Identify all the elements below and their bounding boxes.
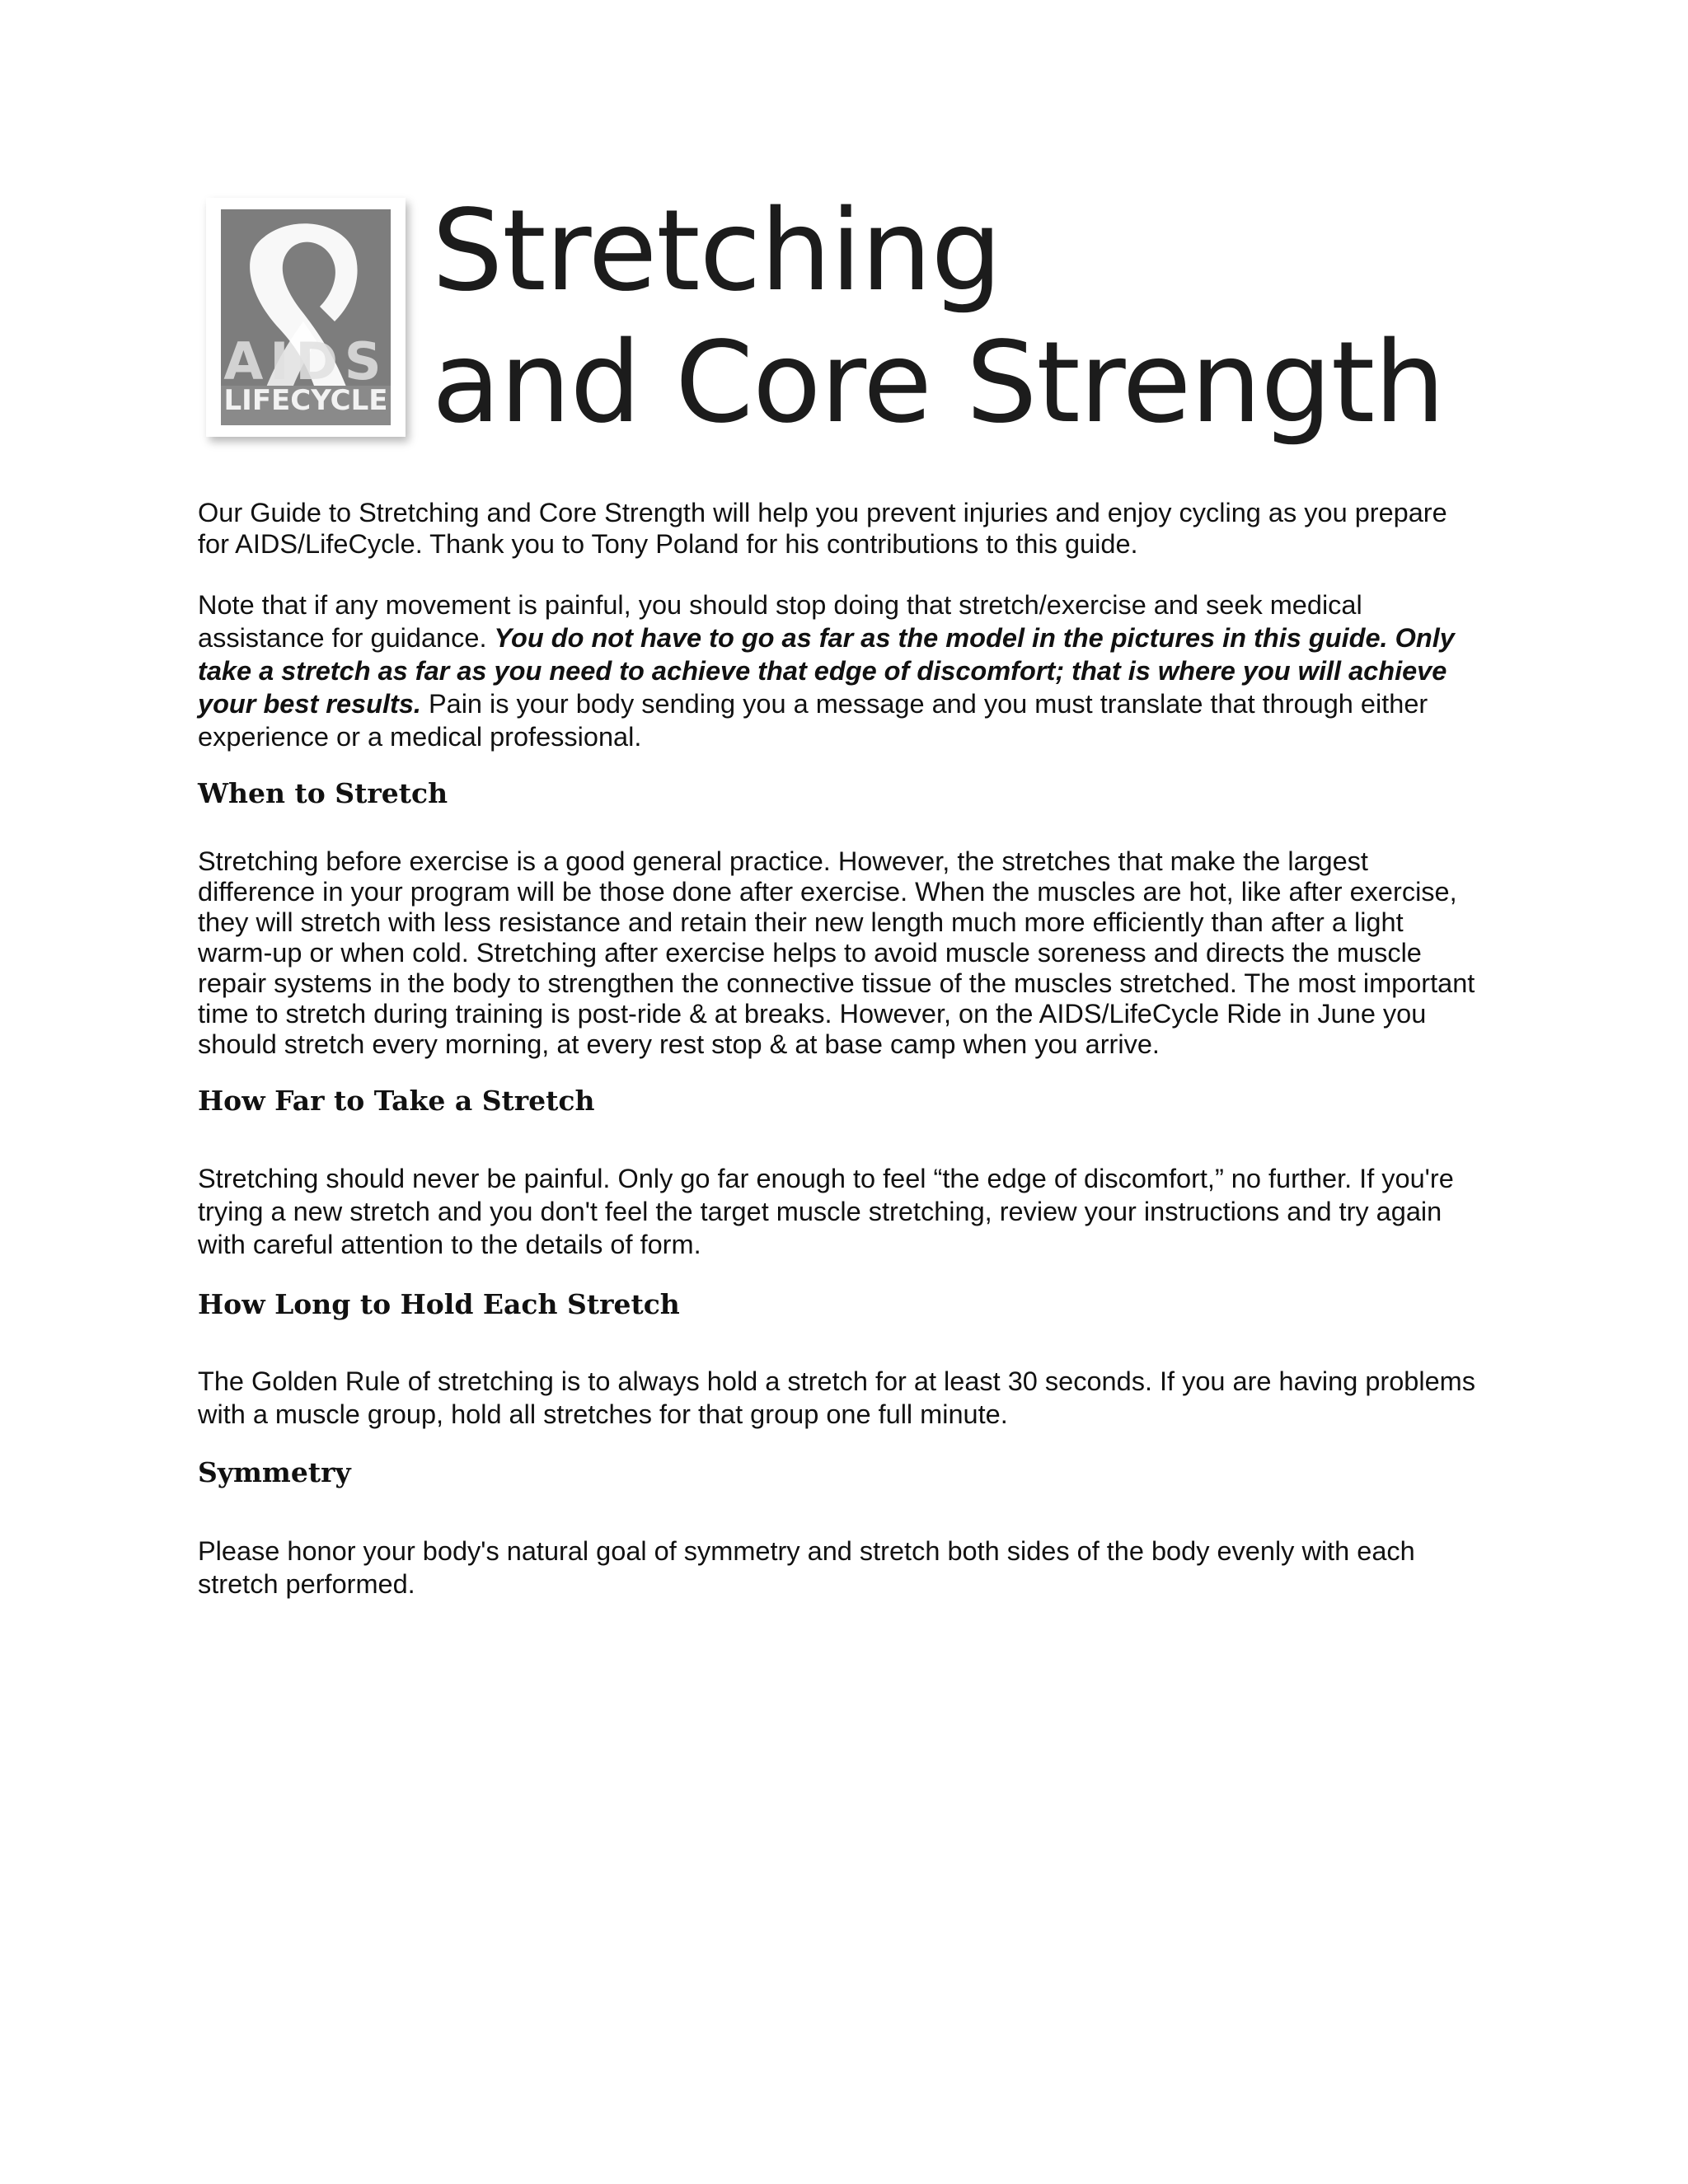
symmetry-paragraph: Please honor your body's natural goal of symmetry and stretch both sides of the body evenly with each stretch performed. [198, 1536, 1415, 1599]
note-paragraph [198, 588, 1484, 753]
note-text-before: Note that if any movement is painful, you should stop doing that stretch/exercise and seek medical assistance for guidance. [198, 590, 1362, 653]
page-title-line-2: and Core Strength [432, 318, 1445, 448]
heading-how-far: How Far to Take a Stretch [198, 1085, 595, 1117]
heading-how-long: How Long to Hold Each Stretch [198, 1288, 680, 1320]
heading-when-to-stretch: When to Stretch [198, 777, 448, 809]
page-title-line-1: Stretching [432, 186, 1001, 316]
heading-symmetry: Symmetry [198, 1456, 351, 1488]
how-far-paragraph: Stretching should never be painful. Only go far enough to feel “the edge of discomfort,” no further. If you're trying a new stretch and you don't feel the target muscle stretching, review your instructions and try again with careful attention to the details of form. [198, 1164, 1454, 1259]
note-text-after: Pain is your body sending you a message and you must translate that through either experience or a medical professional. [198, 689, 1428, 752]
aids-lifecycle-logo [206, 198, 406, 437]
intro-paragraph: Our Guide to Stretching and Core Strength will help you prevent injuries and enjoy cycling as you prepare for AIDS/LifeCycle. Thank you to Tony Poland for his contributions to this guide. [198, 498, 1447, 559]
logo-aids-text: AIDS [223, 331, 388, 391]
document-header [198, 186, 1484, 453]
note-emphasis: You do not have to go as far as the model in the pictures in this guide. Only take a stretch as far as you need to achieve that edge of discomfort; that is where you will achieve your best results. [198, 623, 1455, 719]
how-long-paragraph: The Golden Rule of stretching is to always hold a stretch for at least 30 seconds. If you are having problems with a muscle group, hold all stretches for that group one full minute. [198, 1366, 1475, 1429]
logo-lifecycle-text: LIFECYCLE [223, 384, 388, 417]
when-to-stretch-paragraph: Stretching before exercise is a good general practice. However, the stretches that make the largest difference in your program will be those done after exercise. When the muscles are hot, like after exercise, they will stretch with less resistance and retain their new length much more efficiently than after a light warm-up or when cold. Stretching after exercise helps to avoid muscle soreness and directs the muscle repair systems in the body to strengthen the connective tissue of the muscles stretched. The most important time to stretch during training is post-ride & at breaks. However, on the AIDS/LifeCycle Ride in June you should stretch every morning, at every rest stop & at base camp when you arrive. [198, 846, 1475, 1059]
